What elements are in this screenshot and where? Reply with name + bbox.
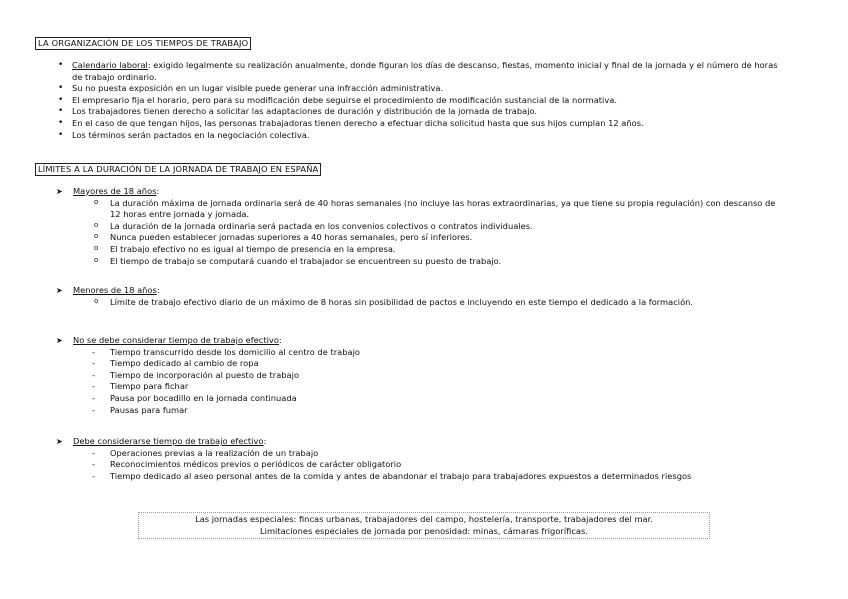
list-item: o La duración de la jornada ordinaria será pactada en los convenios colectivos o contratos individuales. [110, 221, 783, 233]
list-item-text: Los trabajadores tienen derecho a solicitar las adaptaciones de duración y distribución de la jornada de trabajo. [72, 106, 538, 117]
list-item [72, 95, 790, 107]
section-heading-organizacion: LA ORGANIZACIÓN DE LOS TIEMPOS DE TRABAJO [35, 37, 251, 50]
mayores-title-row [56, 186, 783, 198]
list-item-text: En el caso de que tengan hijos, las personas trabajadoras tienen derecho a efectuar dicha solicitud hasta que sus hijos cumplan 12 años. [72, 117, 644, 128]
efectivo-list [110, 448, 797, 483]
title-colon: : [156, 186, 160, 196]
list-item: o La duración máxima de jornada ordinaria será de 40 horas semanales (no incluye las horas extraordinarias, ya que tiene su propia regulación) con descanso de 12 horas entre jornada y jornada. [110, 198, 783, 221]
list-item: o Límite de trabajo efectivo diario de un máximo de 8 horas sin posibilidad de pactos e incluyendo en este tiempo el dedicado a la formación. [110, 297, 783, 309]
list-item [72, 106, 790, 118]
list-item: - Tiempo transcurrido desde los domicilio al centro de trabajo [110, 347, 783, 359]
arrow-right-icon: ➤ [56, 336, 63, 345]
menores-list [110, 297, 783, 309]
mayores-title: Mayores de 18 años [73, 186, 157, 196]
list-item: - Reconocimientos médicos previos o periódicos de carácter obligatorio [110, 459, 797, 471]
list-item: - Pausas para fumar [110, 405, 783, 417]
menores-section [56, 285, 783, 308]
list-item: - Operaciones previas a la realización de un trabajo [110, 448, 797, 460]
jornadas-especiales-line: Las jornadas especiales: fincas urbanas, trabajadores del campo, hostelería, transporte, trabajadores del mar. [195, 514, 653, 524]
arrow-right-icon: ➤ [56, 437, 63, 446]
title-colon: : [278, 335, 282, 345]
list-item-text: : exigido legalmente su realización anualmente, donde figuran los días de descanso, fiestas, momento inicial y final de la jornada y el número de horas de trabajo ordinario. [72, 60, 778, 82]
list-item [72, 118, 790, 130]
arrow-right-icon: ➤ [56, 187, 63, 196]
organizacion-list [72, 60, 790, 141]
list-item: - Pausa por bocadillo en la jornada continuada [110, 393, 783, 405]
list-item-text: Su no puesta exposición en un lugar visible puede generar una infracción administrativa. [72, 83, 444, 94]
mayores-list [110, 198, 783, 268]
list-item: - Tiempo dedicado al cambio de ropa [110, 358, 783, 370]
no-efectivo-section [56, 335, 783, 416]
arrow-right-icon: ➤ [56, 286, 63, 295]
title-colon: : [263, 436, 267, 446]
limitaciones-penosidad-line: Limitaciones especiales de jornada por penosidad: minas, cámaras frigoríficas. [260, 525, 588, 536]
calendario-term: Calendario laboral [72, 60, 148, 70]
list-item: o El tiempo de trabajo se computará cuando el trabajador se encuentreen su puesto de trabajo. [110, 256, 783, 268]
list-item: o El trabajo efectivo no es igual al tiempo de presencia en la empresa. [110, 244, 783, 256]
list-item: - Tiempo dedicado al aseo personal antes de la comida y antes de abandonar el trabajo para trabajadores expuestos a determinados riesgos [110, 471, 797, 483]
no-efectivo-title-row [56, 335, 783, 347]
list-item [72, 130, 790, 142]
list-item: o Nunca pueden establecer jornadas superiores a 40 horas semanales, pero sí inferiores. [110, 232, 783, 244]
section-heading-limites: LÍMITES A LA DURACIÓN DE LA JORNADA DE TRABAJO EN ESPAÑA [35, 163, 321, 176]
list-item [72, 60, 790, 83]
title-colon: : [156, 285, 160, 295]
efectivo-title: Debe considerarse tiempo de trabajo efectivo [73, 436, 264, 446]
menores-title-row [56, 285, 783, 297]
no-efectivo-list [110, 347, 783, 417]
list-item-text: Los términos serán pactados en la negociación colectiva. [72, 129, 310, 140]
list-item: - Tiempo para fichar [110, 381, 783, 393]
list-item-text: El empresario fija el horario, pero para su modificación debe seguirse el procedimiento de modificación sustancial de la normativa. [72, 94, 617, 105]
list-item [72, 83, 790, 95]
menores-title: Menores de 18 años [73, 285, 157, 295]
list-item: - Tiempo de incorporación al puesto de trabajo [110, 370, 783, 382]
efectivo-title-row [56, 436, 797, 448]
efectivo-section [56, 436, 797, 482]
no-efectivo-title: No se debe considerar tiempo de trabajo efectivo [73, 335, 279, 345]
mayores-section [56, 186, 783, 267]
jornadas-especiales-box [138, 512, 710, 539]
